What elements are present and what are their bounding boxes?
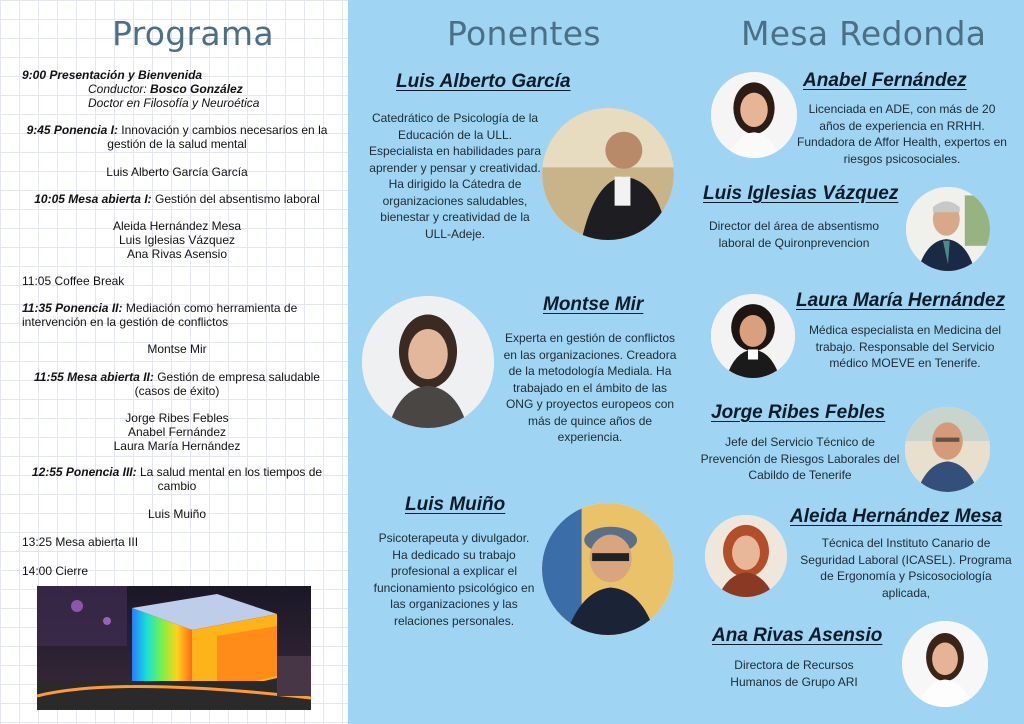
program-panelists <box>22 411 332 453</box>
panelist-bio: Médica especialista en Medicina del trabajo. Responsable del Servicio médico MOEVE en Tenerife. <box>808 323 1002 370</box>
item-title: 9:00 Presentación y Bienvenida <box>22 68 203 82</box>
item-time: 11:55 Mesa abierta II: <box>34 370 154 384</box>
speaker-name: Luis Alberto García <box>396 71 571 92</box>
speaker-photo <box>542 108 674 240</box>
panelist-photo <box>906 187 990 271</box>
speaker-bio: Catedrático de Psicología de la Educación de la ULL. Especialista en habilidades para aprender y pensar y creatividad. Ha dirigido la Cátedra de organizaciones saludables, bienestar y creatividad de la ULL-Adeje. <box>368 111 542 241</box>
speaker-bio: Experta en gestión de conflictos en las organizaciones. Creadora de la metodología Mediala. Ha trabajado en el ámbito de las ONG y proyectos europeos con más de quince años de experiencia. <box>503 331 677 444</box>
program-panelists <box>22 219 332 261</box>
panelist-name: Aleida Hernández Mesa <box>790 506 1003 527</box>
panelist-bio: Técnica del Instituto Canario de Seguridad Laboral (ICASEL). Programa de Ergonomía y Psicosociología aplicada, <box>800 536 1012 600</box>
program-speaker: Montse Mir <box>147 342 207 356</box>
item-time: 11:35 Ponencia II: <box>22 301 123 315</box>
program-item-ponencia-3 <box>22 465 332 493</box>
item-text: Gestión del absentismo laboral <box>151 192 320 206</box>
ponentes-title: Ponentes <box>447 14 601 53</box>
program-item-mesa-1 <box>22 192 332 206</box>
panelist-bio: Jefe del Servicio Técnico de Prevención de Riesgos Laborales del Cabildo de Tenerife <box>700 435 900 482</box>
item-text: Mediación como herramienta de intervención en la gestión de conflictos <box>22 301 298 329</box>
item-time: 10:05 Mesa abierta I: <box>34 192 152 206</box>
panelist-name: Ana Rivas Asensio <box>712 625 883 646</box>
panelist-name: Laura María Hernández <box>113 439 241 453</box>
panelist-name: Jorge Ribes Febles <box>125 411 229 425</box>
conductor-role: Doctor en Filosofía y Neuroética <box>88 96 260 110</box>
conductor-name: Bosco González <box>150 82 243 96</box>
panelist-name: Ana Rivas Asensio <box>126 247 228 261</box>
speaker-name: Montse Mir <box>543 294 644 315</box>
speaker-name: Luis Muiño <box>405 494 506 515</box>
program-item-ponencia-2 <box>22 301 332 329</box>
mesa-title: Mesa Redonda <box>741 14 987 53</box>
item-time: 12:55 Ponencia III: <box>31 465 137 479</box>
panelist-name: Anabel Fernández <box>803 70 967 91</box>
panelist-photo <box>905 407 990 492</box>
building-night-photo <box>37 586 311 710</box>
program-item-coffee: 11:05 Coffee Break <box>22 274 125 288</box>
item-text: Innovación y cambios necesarios en la gestión de la salud mental <box>107 123 328 151</box>
item-time: 9:45 Ponencia I: <box>26 123 118 137</box>
program-column <box>0 0 348 724</box>
panelist-photo <box>711 294 795 378</box>
program-speaker: Luis Alberto García García <box>106 165 248 179</box>
panelist-name: Luis Iglesias Vázquez <box>118 233 236 247</box>
panelist-photo <box>711 72 797 158</box>
program-item-mesa-3: 13:25 Mesa abierta III <box>22 535 139 549</box>
speaker-photo <box>362 296 494 428</box>
conductor-label: Conductor: <box>88 82 151 96</box>
panelist-name: Luis Iglesias Vázquez <box>703 183 899 204</box>
panelist-bio: Directora de Recursos Humanos de Grupo ARI <box>730 658 858 689</box>
panelist-name: Laura María Hernández <box>796 290 1006 311</box>
speaker-bio: Psicoterapeuta y divulgador. Ha dedicado su trabajo profesional a explicar el funcionamiento psicológico en las organizaciones y las relaciones personales. <box>373 531 535 628</box>
speaker-photo <box>542 503 674 635</box>
panelist-name: Aleida Hernández Mesa <box>112 219 242 233</box>
panelist-bio: Licenciada en ADE, con más de 20 años de experiencia en RRHH. Fundadora de Affor Health, expertos en riesgos psicosociales. <box>797 102 1007 166</box>
item-text: Gestión de empresa saludable (casos de éxito) <box>134 370 320 398</box>
program-speaker: Luis Muiño <box>147 507 207 521</box>
program-item-ponencia-1 <box>22 123 332 151</box>
program-item-cierre: 14:00 Cierre <box>22 564 89 578</box>
program-item-welcome <box>22 68 332 110</box>
program-item-mesa-2 <box>22 370 332 398</box>
panelist-bio: Director del área de absentismo laboral de Quironprevencion <box>708 219 880 250</box>
panelist-name: Anabel Fernández <box>127 425 227 439</box>
program-title: Programa <box>112 14 274 53</box>
panelist-photo <box>902 621 988 707</box>
panelist-name: Jorge Ribes Febles <box>711 402 886 423</box>
panelist-photo <box>705 515 787 597</box>
item-text: La salud mental en los tiempos de cambio <box>136 465 323 493</box>
